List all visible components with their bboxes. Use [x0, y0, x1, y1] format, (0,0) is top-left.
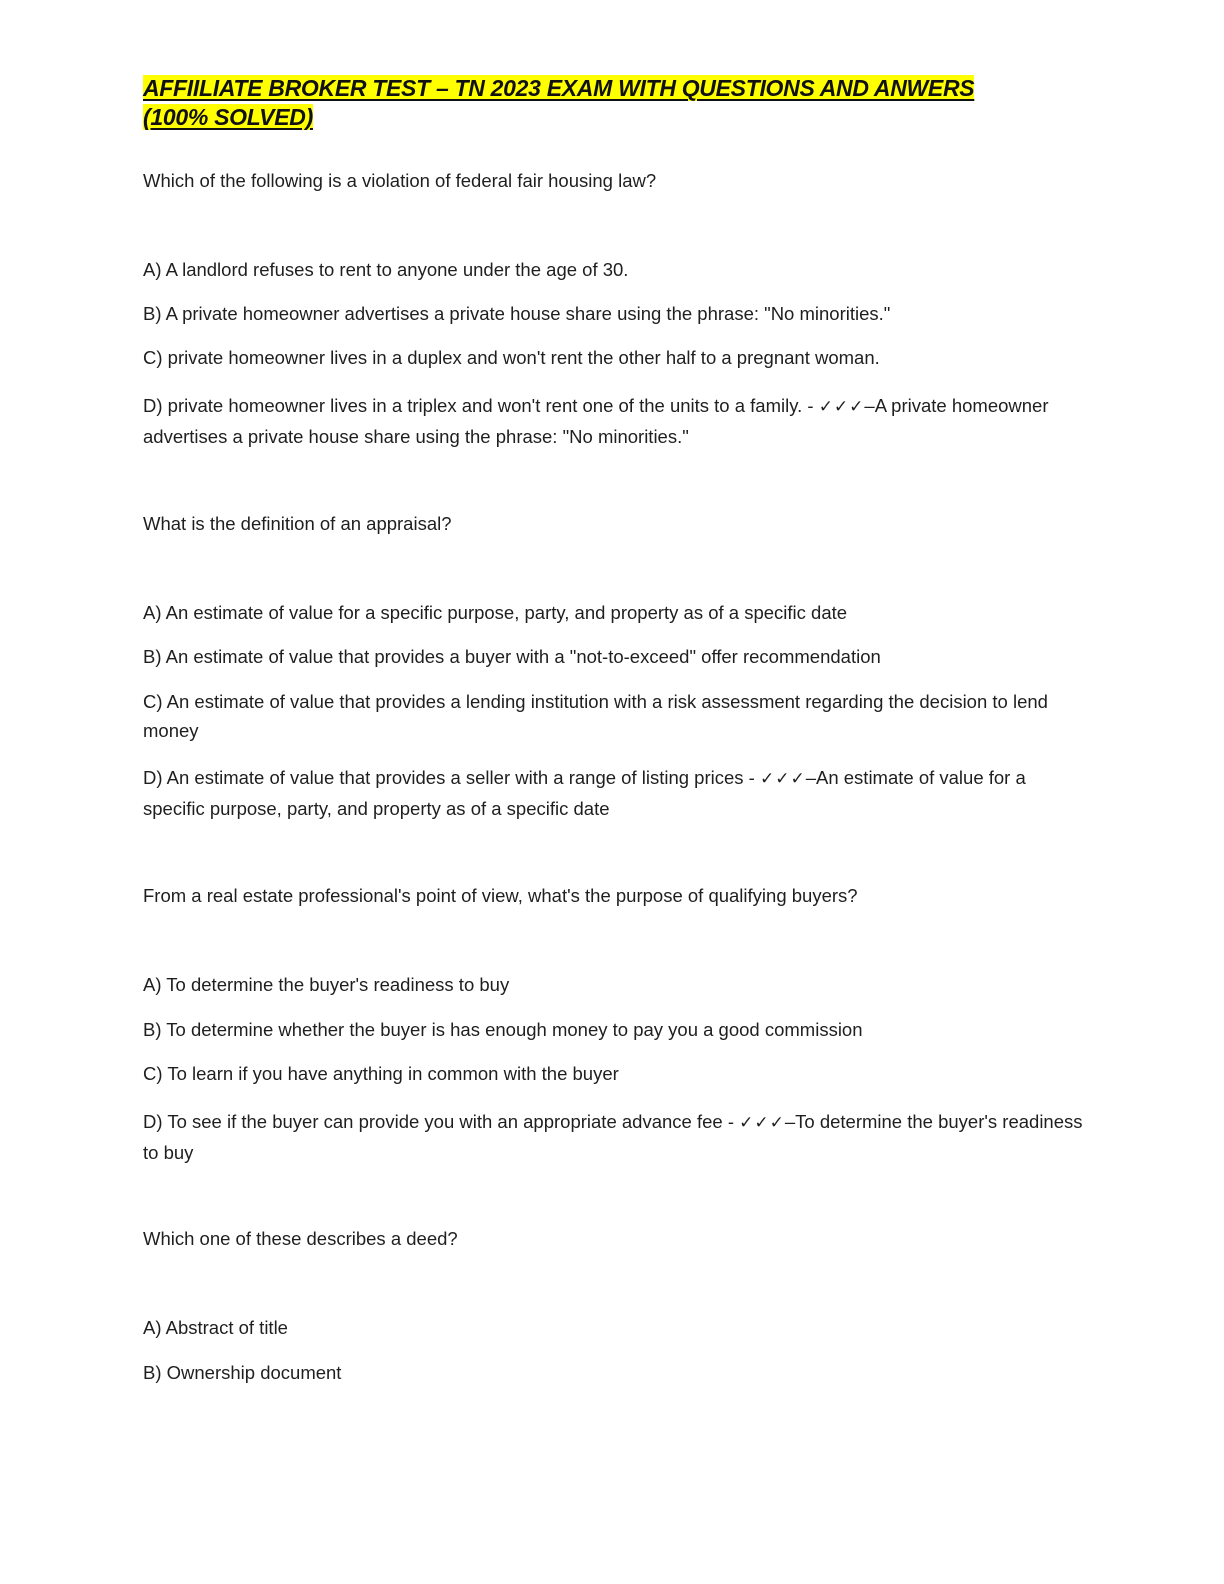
question-2-option-b: B) An estimate of value that provides a buyer with a "not-to-exceed" offer recommendation: [143, 646, 881, 667]
question-2-answer: –An estimate of value for a specific purpose, party, and property as of a specific date: [143, 767, 1026, 819]
question-3-option-c: C) To learn if you have anything in common with the buyer: [143, 1063, 619, 1084]
question-1-option-b: B) A private homeowner advertises a private house share using the phrase: "No minorities.": [143, 303, 891, 324]
question-1-option-c: C) private homeowner lives in a duplex and won't rent the other half to a pregnant woman.: [143, 347, 880, 368]
checkmark-icon: ✓✓✓: [759, 769, 806, 789]
question-4-option-a: A) Abstract of title: [143, 1317, 288, 1338]
document-title: [143, 74, 1043, 132]
question-1-option-d: D) private homeowner lives in a triplex and won't rent one of the units to a family. -: [143, 395, 819, 416]
question-2-option-c: C) An estimate of value that provides a lending institution with a risk assessment regarding the decision to lend money: [143, 691, 1048, 741]
question-3-option-d-with-answer: [143, 1107, 1083, 1167]
question-2-text: What is the definition of an appraisal?: [143, 513, 452, 534]
question-4-text: Which one of these describes a deed?: [143, 1228, 458, 1249]
question-1-option-a: A) A landlord refuses to rent to anyone under the age of 30.: [143, 259, 629, 280]
question-3-option-a: A) To determine the buyer's readiness to buy: [143, 974, 510, 995]
checkmark-icon: ✓✓✓: [739, 1113, 785, 1133]
question-2-option-a: A) An estimate of value for a specific purpose, party, and property as of a specific date: [143, 602, 848, 623]
checkmark-icon: ✓✓✓: [818, 397, 865, 417]
question-1-option-d-with-answer: [143, 391, 1083, 451]
title-line-1: AFFIILIATE BROKER TEST – TN 2023 EXAM WITH QUESTIONS AND ANWERS: [143, 75, 975, 101]
question-3-option-d: D) To see if the buyer can provide you with an appropriate advance fee -: [143, 1111, 740, 1132]
question-1-answer: –A private homeowner advertises a private house share using the phrase: "No minorities.": [143, 395, 1049, 447]
question-4-option-b: B) Ownership document: [143, 1362, 342, 1383]
title-line-2: (100% SOLVED): [143, 104, 313, 130]
question-2-option-d-with-answer: [143, 763, 1083, 823]
question-3-option-b: B) To determine whether the buyer is has enough money to pay you a good commission: [143, 1019, 863, 1040]
question-2-option-d: D) An estimate of value that provides a seller with a range of listing prices -: [143, 767, 760, 788]
question-1-text: Which of the following is a violation of federal fair housing law?: [143, 170, 657, 191]
question-3-text: From a real estate professional's point of view, what's the purpose of qualifying buyers?: [143, 885, 858, 906]
question-3-answer: –To determine the buyer's readiness to buy: [143, 1111, 1083, 1163]
